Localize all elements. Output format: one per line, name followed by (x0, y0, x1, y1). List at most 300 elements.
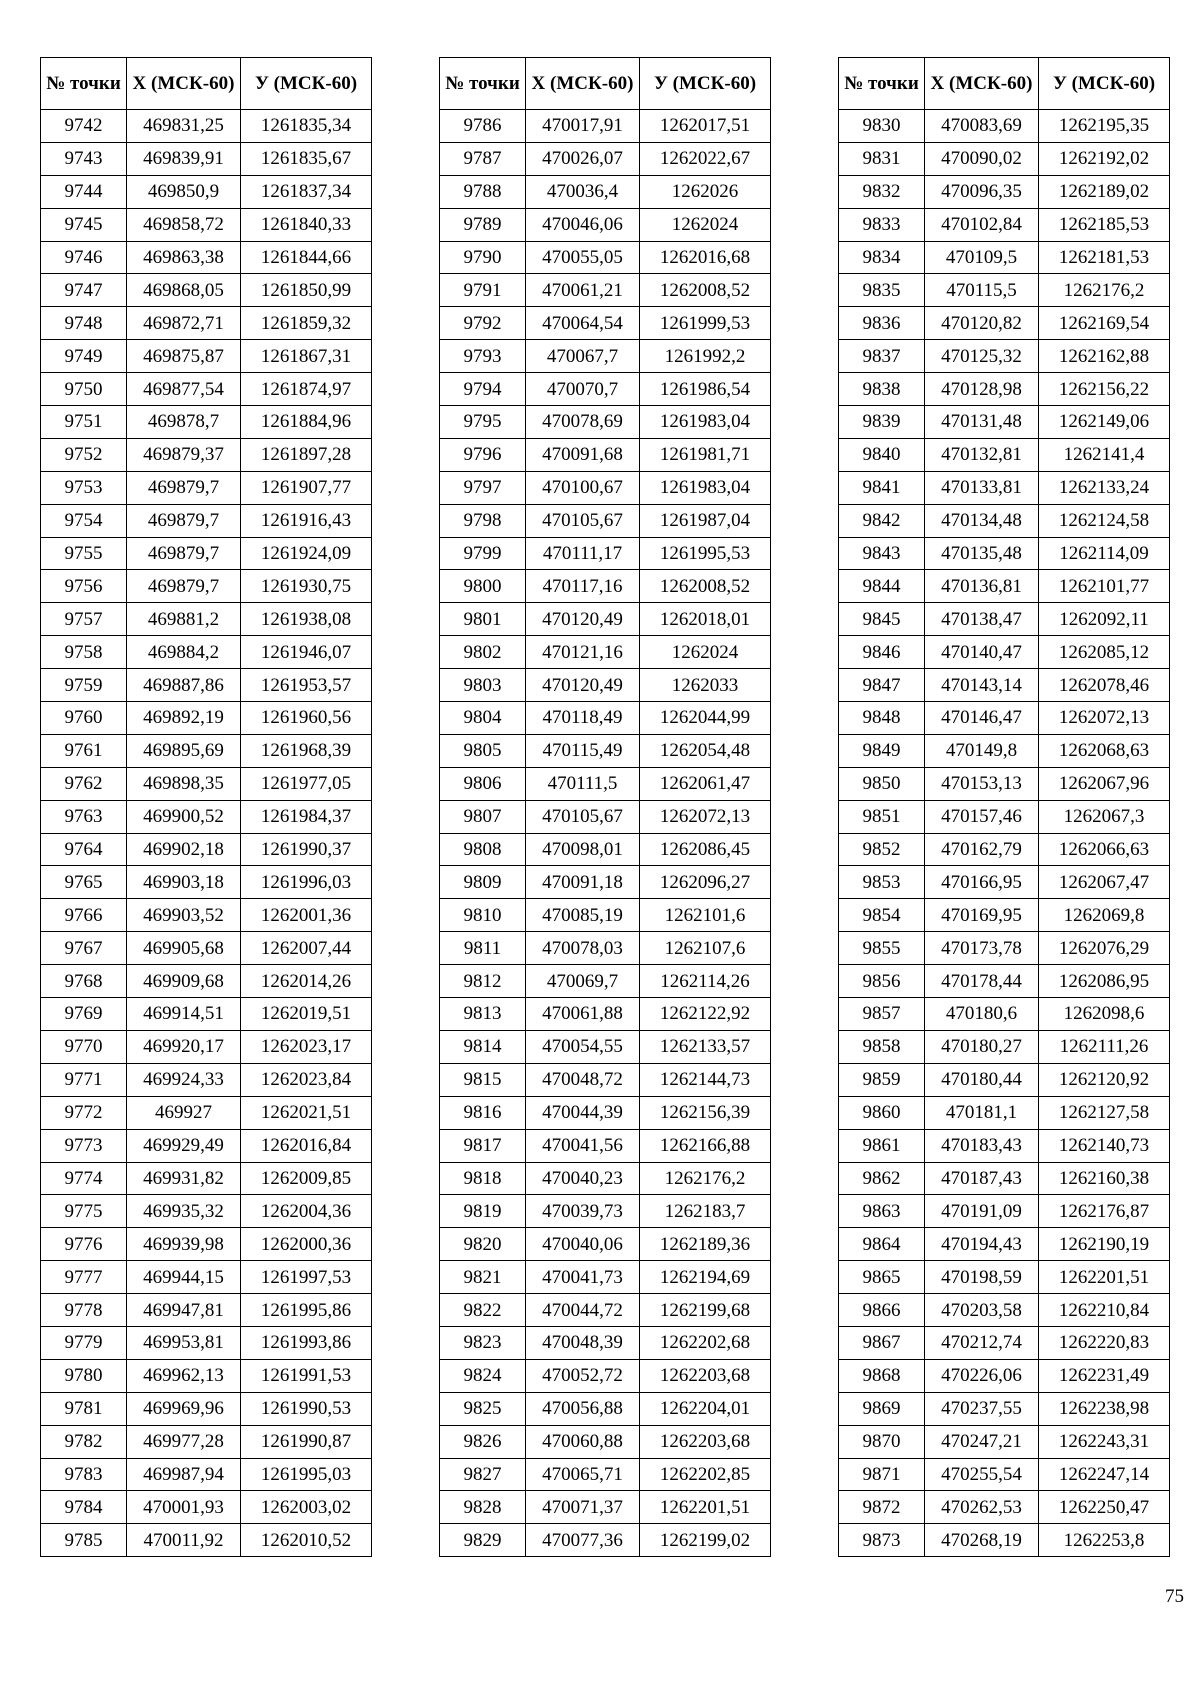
y-coordinate-cell: 1262201,51 (640, 1491, 771, 1524)
point-number-cell: 9859 (839, 1063, 925, 1096)
y-coordinate-cell: 1262021,51 (241, 1096, 372, 1129)
y-coordinate-cell: 1262068,63 (1039, 734, 1170, 767)
table-row (440, 1458, 771, 1491)
table-row (440, 1294, 771, 1327)
table-row (440, 899, 771, 932)
x-coordinate-cell: 470011,92 (127, 1524, 241, 1557)
x-coordinate-cell: 470255,54 (925, 1458, 1039, 1491)
table-row (839, 669, 1170, 702)
point-number-cell: 9856 (839, 965, 925, 998)
x-coordinate-cell: 470181,1 (925, 1096, 1039, 1129)
x-coordinate-cell: 470039,73 (526, 1195, 640, 1228)
point-number-cell: 9863 (839, 1195, 925, 1228)
x-coordinate-cell: 470115,5 (925, 274, 1039, 307)
y-coordinate-cell: 1261946,07 (241, 636, 372, 669)
y-coordinate-cell: 1262176,2 (1039, 274, 1170, 307)
point-number-cell: 9774 (41, 1162, 127, 1195)
x-coordinate-cell: 470078,03 (526, 932, 640, 965)
y-coordinate-cell: 1261999,53 (640, 307, 771, 340)
table-row (839, 373, 1170, 406)
point-number-cell: 9861 (839, 1129, 925, 1162)
y-coordinate-cell: 1262066,63 (1039, 833, 1170, 866)
table-row (440, 340, 771, 373)
x-coordinate-cell: 470105,67 (526, 504, 640, 537)
table-row (839, 702, 1170, 735)
y-coordinate-cell: 1262133,57 (640, 1030, 771, 1063)
point-number-cell: 9818 (440, 1162, 526, 1195)
x-coordinate-cell: 470162,79 (925, 833, 1039, 866)
x-coordinate-cell: 470041,73 (526, 1261, 640, 1294)
x-coordinate-cell: 470091,68 (526, 438, 640, 471)
y-coordinate-cell: 1262019,51 (241, 998, 372, 1031)
point-number-cell: 9742 (41, 110, 127, 143)
table-row (839, 833, 1170, 866)
point-number-cell: 9855 (839, 932, 925, 965)
point-number-cell: 9789 (440, 208, 526, 241)
point-number-cell: 9795 (440, 406, 526, 439)
point-number-cell: 9837 (839, 340, 925, 373)
point-number-cell: 9811 (440, 932, 526, 965)
table-row (839, 800, 1170, 833)
table-row (839, 998, 1170, 1031)
table-row (41, 1425, 372, 1458)
table-row (41, 142, 372, 175)
x-coordinate-cell: 469929,49 (127, 1129, 241, 1162)
point-number-cell: 9751 (41, 406, 127, 439)
y-coordinate-cell: 1261997,53 (241, 1261, 372, 1294)
x-coordinate-cell: 470001,93 (127, 1491, 241, 1524)
point-number-cell: 9744 (41, 175, 127, 208)
x-coordinate-cell: 469939,98 (127, 1228, 241, 1261)
point-number-cell: 9775 (41, 1195, 127, 1228)
y-coordinate-cell: 1262086,95 (1039, 965, 1170, 998)
x-coordinate-cell: 470120,49 (526, 669, 640, 702)
table-row (41, 1162, 372, 1195)
header-y: У (МСК-60) (640, 58, 771, 110)
table-row (41, 570, 372, 603)
y-coordinate-cell: 1262086,45 (640, 833, 771, 866)
x-coordinate-cell: 469900,52 (127, 800, 241, 833)
x-coordinate-cell: 470052,72 (526, 1359, 640, 1392)
table-row (440, 504, 771, 537)
y-coordinate-cell: 1262024 (640, 208, 771, 241)
x-coordinate-cell: 470180,6 (925, 998, 1039, 1031)
y-coordinate-cell: 1262127,58 (1039, 1096, 1170, 1129)
table-row (41, 373, 372, 406)
point-number-cell: 9753 (41, 471, 127, 504)
point-number-cell: 9815 (440, 1063, 526, 1096)
x-coordinate-cell: 470140,47 (925, 636, 1039, 669)
table-row (839, 1063, 1170, 1096)
x-coordinate-cell: 469953,81 (127, 1326, 241, 1359)
y-coordinate-cell: 1262189,02 (1039, 175, 1170, 208)
x-coordinate-cell: 470069,7 (526, 965, 640, 998)
point-number-cell: 9770 (41, 1030, 127, 1063)
point-number-cell: 9787 (440, 142, 526, 175)
x-coordinate-cell: 470091,18 (526, 866, 640, 899)
point-number-cell: 9825 (440, 1392, 526, 1425)
y-coordinate-cell: 1262033 (640, 669, 771, 702)
y-coordinate-cell: 1262023,84 (241, 1063, 372, 1096)
table-row (839, 471, 1170, 504)
point-number-cell: 9762 (41, 767, 127, 800)
y-coordinate-cell: 1262140,73 (1039, 1129, 1170, 1162)
x-coordinate-cell: 470146,47 (925, 702, 1039, 735)
table-row (41, 899, 372, 932)
y-coordinate-cell: 1262195,35 (1039, 110, 1170, 143)
x-coordinate-cell: 470178,44 (925, 965, 1039, 998)
point-number-cell: 9854 (839, 899, 925, 932)
y-coordinate-cell: 1262001,36 (241, 899, 372, 932)
point-number-cell: 9834 (839, 241, 925, 274)
point-number-cell: 9792 (440, 307, 526, 340)
table-row (839, 537, 1170, 570)
x-coordinate-cell: 469872,71 (127, 307, 241, 340)
point-number-cell: 9804 (440, 702, 526, 735)
y-coordinate-cell: 1262114,26 (640, 965, 771, 998)
y-coordinate-cell: 1262133,24 (1039, 471, 1170, 504)
point-number-cell: 9769 (41, 998, 127, 1031)
point-number-cell: 9797 (440, 471, 526, 504)
table-row (440, 373, 771, 406)
point-number-cell: 9843 (839, 537, 925, 570)
y-coordinate-cell: 1262247,14 (1039, 1458, 1170, 1491)
table-row (41, 734, 372, 767)
y-coordinate-cell: 1261874,97 (241, 373, 372, 406)
header-point: № точки (839, 58, 925, 110)
table-row (41, 1491, 372, 1524)
x-coordinate-cell: 470133,81 (925, 471, 1039, 504)
x-coordinate-cell: 469895,69 (127, 734, 241, 767)
y-coordinate-cell: 1261995,86 (241, 1294, 372, 1327)
table-row (839, 866, 1170, 899)
table-row (440, 1392, 771, 1425)
table-row (839, 767, 1170, 800)
point-number-cell: 9839 (839, 406, 925, 439)
table-row (839, 438, 1170, 471)
y-coordinate-cell: 1262007,44 (241, 932, 372, 965)
point-number-cell: 9867 (839, 1326, 925, 1359)
x-coordinate-cell: 469831,25 (127, 110, 241, 143)
point-number-cell: 9873 (839, 1524, 925, 1557)
table-row (839, 1491, 1170, 1524)
x-coordinate-cell: 469884,2 (127, 636, 241, 669)
point-number-cell: 9803 (440, 669, 526, 702)
table-row (440, 142, 771, 175)
y-coordinate-cell: 1262008,52 (640, 274, 771, 307)
y-coordinate-cell: 1262010,52 (241, 1524, 372, 1557)
y-coordinate-cell: 1261990,87 (241, 1425, 372, 1458)
x-coordinate-cell: 469881,2 (127, 603, 241, 636)
y-coordinate-cell: 1261990,37 (241, 833, 372, 866)
x-coordinate-cell: 469903,18 (127, 866, 241, 899)
point-number-cell: 9832 (839, 175, 925, 208)
point-number-cell: 9864 (839, 1228, 925, 1261)
y-coordinate-cell: 1262166,88 (640, 1129, 771, 1162)
point-number-cell: 9761 (41, 734, 127, 767)
y-coordinate-cell: 1262250,47 (1039, 1491, 1170, 1524)
table-row (41, 406, 372, 439)
y-coordinate-cell: 1261930,75 (241, 570, 372, 603)
x-coordinate-cell: 470048,72 (526, 1063, 640, 1096)
point-number-cell: 9755 (41, 537, 127, 570)
y-coordinate-cell: 1262176,87 (1039, 1195, 1170, 1228)
table-row (839, 1359, 1170, 1392)
x-coordinate-cell: 470128,98 (925, 373, 1039, 406)
table-row (41, 110, 372, 143)
table-row (440, 1063, 771, 1096)
point-number-cell: 9836 (839, 307, 925, 340)
point-number-cell: 9765 (41, 866, 127, 899)
point-number-cell: 9819 (440, 1195, 526, 1228)
point-number-cell: 9846 (839, 636, 925, 669)
table-row (839, 307, 1170, 340)
table-row (41, 537, 372, 570)
coordinates-table-2 (439, 57, 771, 1557)
y-coordinate-cell: 1262149,06 (1039, 406, 1170, 439)
x-coordinate-cell: 469935,32 (127, 1195, 241, 1228)
point-number-cell: 9758 (41, 636, 127, 669)
x-coordinate-cell: 469839,91 (127, 142, 241, 175)
point-number-cell: 9773 (41, 1129, 127, 1162)
y-coordinate-cell: 1262018,01 (640, 603, 771, 636)
y-coordinate-cell: 1262016,68 (640, 241, 771, 274)
y-coordinate-cell: 1262203,68 (640, 1359, 771, 1392)
y-coordinate-cell: 1262189,36 (640, 1228, 771, 1261)
point-number-cell: 9868 (839, 1359, 925, 1392)
y-coordinate-cell: 1262253,8 (1039, 1524, 1170, 1557)
y-coordinate-cell: 1261983,04 (640, 471, 771, 504)
y-coordinate-cell: 1261840,33 (241, 208, 372, 241)
point-number-cell: 9830 (839, 110, 925, 143)
x-coordinate-cell: 469987,94 (127, 1458, 241, 1491)
table-body (41, 110, 372, 1557)
x-coordinate-cell: 470180,44 (925, 1063, 1039, 1096)
point-number-cell: 9794 (440, 373, 526, 406)
table-row (41, 274, 372, 307)
x-coordinate-cell: 470194,43 (925, 1228, 1039, 1261)
table-row (839, 1392, 1170, 1425)
point-number-cell: 9784 (41, 1491, 127, 1524)
point-number-cell: 9772 (41, 1096, 127, 1129)
x-coordinate-cell: 469920,17 (127, 1030, 241, 1063)
y-coordinate-cell: 1262156,22 (1039, 373, 1170, 406)
y-coordinate-cell: 1262096,27 (640, 866, 771, 899)
table-row (41, 1228, 372, 1261)
y-coordinate-cell: 1262114,09 (1039, 537, 1170, 570)
x-coordinate-cell: 470071,37 (526, 1491, 640, 1524)
point-number-cell: 9820 (440, 1228, 526, 1261)
x-coordinate-cell: 470036,4 (526, 175, 640, 208)
table-row (839, 1195, 1170, 1228)
table-header (839, 58, 1170, 110)
table-row (41, 471, 372, 504)
point-number-cell: 9850 (839, 767, 925, 800)
x-coordinate-cell: 470149,8 (925, 734, 1039, 767)
y-coordinate-cell: 1261993,86 (241, 1326, 372, 1359)
table-row (41, 767, 372, 800)
x-coordinate-cell: 470102,84 (925, 208, 1039, 241)
point-number-cell: 9865 (839, 1261, 925, 1294)
point-number-cell: 9814 (440, 1030, 526, 1063)
table-row (839, 1524, 1170, 1557)
x-coordinate-cell: 470247,21 (925, 1425, 1039, 1458)
table-row (440, 406, 771, 439)
y-coordinate-cell: 1262085,12 (1039, 636, 1170, 669)
y-coordinate-cell: 1261953,57 (241, 669, 372, 702)
point-number-cell: 9756 (41, 570, 127, 603)
table-row (839, 340, 1170, 373)
table-row (41, 1458, 372, 1491)
x-coordinate-cell: 469868,05 (127, 274, 241, 307)
point-number-cell: 9827 (440, 1458, 526, 1491)
y-coordinate-cell: 1262220,83 (1039, 1326, 1170, 1359)
y-coordinate-cell: 1262201,51 (1039, 1261, 1170, 1294)
point-number-cell: 9816 (440, 1096, 526, 1129)
x-coordinate-cell: 470118,49 (526, 702, 640, 735)
x-coordinate-cell: 470044,39 (526, 1096, 640, 1129)
table-row (440, 208, 771, 241)
table-row (839, 208, 1170, 241)
x-coordinate-cell: 469879,7 (127, 504, 241, 537)
x-coordinate-cell: 469947,81 (127, 1294, 241, 1327)
x-coordinate-cell: 470090,02 (925, 142, 1039, 175)
point-number-cell: 9802 (440, 636, 526, 669)
y-coordinate-cell: 1262072,13 (1039, 702, 1170, 735)
point-number-cell: 9809 (440, 866, 526, 899)
table-row (41, 1096, 372, 1129)
point-number-cell: 9757 (41, 603, 127, 636)
y-coordinate-cell: 1262156,39 (640, 1096, 771, 1129)
x-coordinate-cell: 470055,05 (526, 241, 640, 274)
point-number-cell: 9857 (839, 998, 925, 1031)
x-coordinate-cell: 469914,51 (127, 998, 241, 1031)
point-number-cell: 9748 (41, 307, 127, 340)
y-coordinate-cell: 1261992,2 (640, 340, 771, 373)
y-coordinate-cell: 1261984,37 (241, 800, 372, 833)
y-coordinate-cell: 1262192,02 (1039, 142, 1170, 175)
x-coordinate-cell: 469877,54 (127, 373, 241, 406)
x-coordinate-cell: 470173,78 (925, 932, 1039, 965)
y-coordinate-cell: 1261960,56 (241, 702, 372, 735)
table-row (839, 406, 1170, 439)
y-coordinate-cell: 1261991,53 (241, 1359, 372, 1392)
x-coordinate-cell: 470125,32 (925, 340, 1039, 373)
x-coordinate-cell: 470065,71 (526, 1458, 640, 1491)
point-number-cell: 9785 (41, 1524, 127, 1557)
x-coordinate-cell: 470070,7 (526, 373, 640, 406)
point-number-cell: 9766 (41, 899, 127, 932)
x-coordinate-cell: 470120,49 (526, 603, 640, 636)
x-coordinate-cell: 470262,53 (925, 1491, 1039, 1524)
table-row (41, 702, 372, 735)
table-row (440, 1524, 771, 1557)
x-coordinate-cell: 470044,72 (526, 1294, 640, 1327)
x-coordinate-cell: 469969,96 (127, 1392, 241, 1425)
table-row (839, 1129, 1170, 1162)
table-row (839, 110, 1170, 143)
table-row (41, 1261, 372, 1294)
point-number-cell: 9844 (839, 570, 925, 603)
y-coordinate-cell: 1262004,36 (241, 1195, 372, 1228)
x-coordinate-cell: 470115,49 (526, 734, 640, 767)
point-number-cell: 9776 (41, 1228, 127, 1261)
table-row (440, 1195, 771, 1228)
x-coordinate-cell: 470040,23 (526, 1162, 640, 1195)
y-coordinate-cell: 1262203,68 (640, 1425, 771, 1458)
x-coordinate-cell: 469887,86 (127, 669, 241, 702)
x-coordinate-cell: 470067,7 (526, 340, 640, 373)
point-number-cell: 9866 (839, 1294, 925, 1327)
point-number-cell: 9838 (839, 373, 925, 406)
point-number-cell: 9799 (440, 537, 526, 570)
table-row (41, 175, 372, 208)
table-row (440, 1030, 771, 1063)
table-row (839, 603, 1170, 636)
table-body (440, 110, 771, 1557)
table-row (41, 241, 372, 274)
y-coordinate-cell: 1262069,8 (1039, 899, 1170, 932)
point-number-cell: 9826 (440, 1425, 526, 1458)
point-number-cell: 9764 (41, 833, 127, 866)
table-row (41, 438, 372, 471)
table-row (839, 636, 1170, 669)
header-y: У (МСК-60) (1039, 58, 1170, 110)
point-number-cell: 9749 (41, 340, 127, 373)
y-coordinate-cell: 1262092,11 (1039, 603, 1170, 636)
table-row (440, 438, 771, 471)
point-number-cell: 9870 (839, 1425, 925, 1458)
x-coordinate-cell: 470046,06 (526, 208, 640, 241)
table-row (839, 1261, 1170, 1294)
table-row (839, 1228, 1170, 1261)
x-coordinate-cell: 470135,48 (925, 537, 1039, 570)
x-coordinate-cell: 470100,67 (526, 471, 640, 504)
point-number-cell: 9788 (440, 175, 526, 208)
point-number-cell: 9813 (440, 998, 526, 1031)
y-coordinate-cell: 1262144,73 (640, 1063, 771, 1096)
y-coordinate-cell: 1262014,26 (241, 965, 372, 998)
x-coordinate-cell: 470131,48 (925, 406, 1039, 439)
table-row (440, 669, 771, 702)
y-coordinate-cell: 1262190,19 (1039, 1228, 1170, 1261)
table-row (440, 833, 771, 866)
y-coordinate-cell: 1262204,01 (640, 1392, 771, 1425)
table-row (839, 1326, 1170, 1359)
x-coordinate-cell: 470061,88 (526, 998, 640, 1031)
point-number-cell: 9851 (839, 800, 925, 833)
table-row (440, 307, 771, 340)
table-row (41, 1195, 372, 1228)
table-header (41, 58, 372, 110)
y-coordinate-cell: 1261995,03 (241, 1458, 372, 1491)
x-coordinate-cell: 470169,95 (925, 899, 1039, 932)
table-row (41, 833, 372, 866)
y-coordinate-cell: 1262231,49 (1039, 1359, 1170, 1392)
y-coordinate-cell: 1262054,48 (640, 734, 771, 767)
x-coordinate-cell: 469878,7 (127, 406, 241, 439)
table-row (41, 1294, 372, 1327)
y-coordinate-cell: 1261835,67 (241, 142, 372, 175)
table-row (440, 1228, 771, 1261)
point-number-cell: 9777 (41, 1261, 127, 1294)
y-coordinate-cell: 1262176,2 (640, 1162, 771, 1195)
table-row (440, 1162, 771, 1195)
y-coordinate-cell: 1262016,84 (241, 1129, 372, 1162)
point-number-cell: 9833 (839, 208, 925, 241)
table-row (839, 1162, 1170, 1195)
table-row (41, 1359, 372, 1392)
